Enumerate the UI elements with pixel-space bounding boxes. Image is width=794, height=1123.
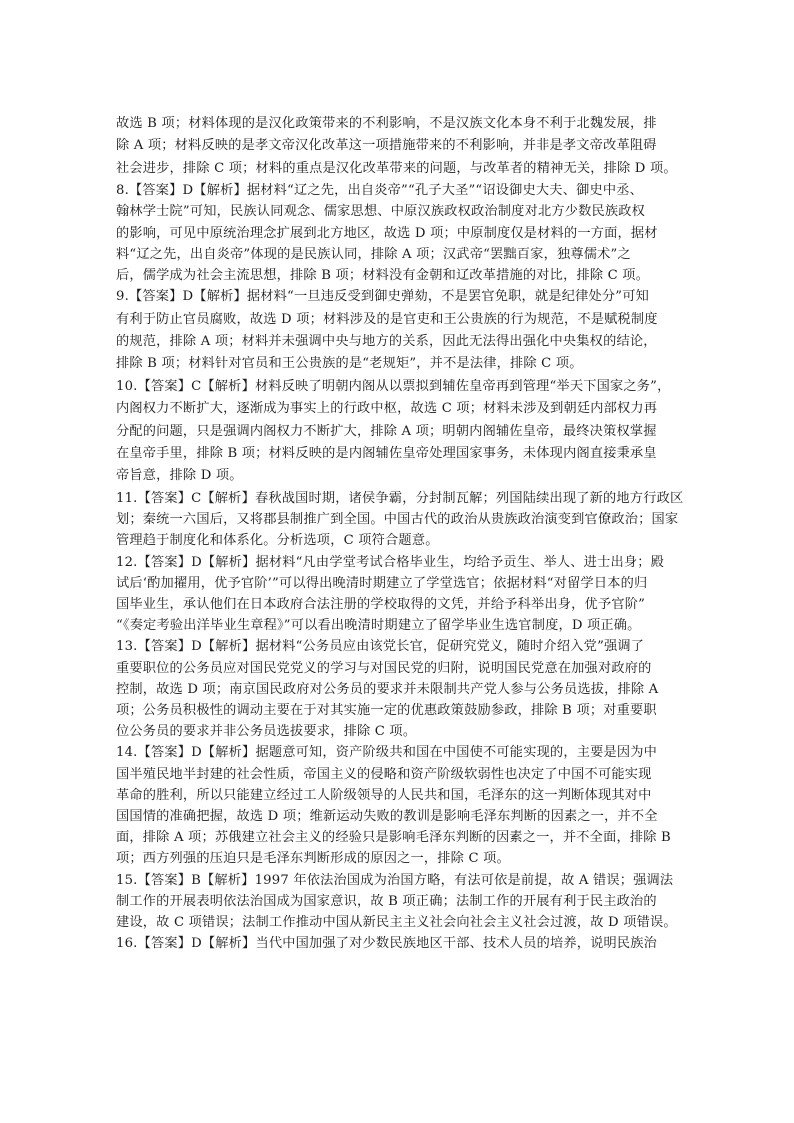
text-line: 13.【答案】D【解析】据材料“公务员应由该党长官，促研究党义，随时介绍入党”强调了 xyxy=(116,639,645,655)
text-line: 位公务员的要求并非公务员选拔要求，排除 C 项。 xyxy=(116,724,417,740)
paragraph-q7-tail xyxy=(116,113,684,180)
paragraph-q12 xyxy=(116,552,684,637)
text-line: 试后‘酌加擢用，优予官阶’”可以得出晚清时期建立了学堂选官；依据材料“对留学日本的归 xyxy=(116,575,648,591)
text-line: 翰林学士院”可知，民族认同观念、儒家思想、中原汉族政权政治制度对北方少数民族政权 xyxy=(116,204,646,220)
text-line: 帝旨意，排除 D 项。 xyxy=(116,468,243,484)
text-line: 料“辽之先，出自炎帝”体现的是民族认同，排除 A 项；汉武帝“罢黜百家，独尊儒术”之 xyxy=(116,246,631,262)
text-line: 建设，故 C 项错误；法制工作推动中国从新民主主义社会向社会主义社会过渡，故 D 项错误。 xyxy=(116,914,677,930)
paragraph-q14 xyxy=(116,742,684,869)
text-line: 后，儒学成为社会主流思想，排除 B 项；材料没有金朝和辽改革措施的对比，排除 C 项。 xyxy=(116,268,650,284)
text-line: 社会进步，排除 C 项；材料的重点是汉化改革带来的问题，与改革者的精神无关，排除 D 项。 xyxy=(116,160,677,176)
text-line: 项；西方列强的压迫只是毛泽东判断形成的原因之一，排除 C 项。 xyxy=(116,851,510,867)
text-line: 划；秦统一六国后，又将郡县制推广到全国。中国古代的政治从贵族政治演变到官僚政治；国家 xyxy=(116,512,679,528)
text-line: 控制，故选 D 项；南京国民政府对公务员的要求并未限制共产党人参与公务员选拔，排除 A xyxy=(116,681,659,697)
text-line: 在皇帝手里，排除 B 项；材料反映的是内阁辅佐皇帝处理国家事务，未体现内阁直接秉承皇 xyxy=(116,446,657,462)
text-line: 项；公务员积极性的调动主要在于对其实施一定的优惠政策鼓励参政，排除 B 项；对重要职 xyxy=(116,702,657,718)
paragraph-q9 xyxy=(116,286,684,376)
text-line: 排除 B 项；材料针对官员和王公贵族的是“老规矩”，并不是法律，排除 C 项。 xyxy=(116,356,583,372)
text-line: 面，排除 A 项；苏俄建立社会主义的经验只是影响毛泽东判断的因素之一，并不全面，排除 B xyxy=(116,830,671,846)
text-line: 国半殖民地半封建的社会性质，帝国主义的侵略和资产阶级软弱性也决定了中国不可能实现 xyxy=(116,766,652,782)
paragraph-q13 xyxy=(116,636,684,742)
text-line: 管理趋于制度化和体系化。分析选项，C 项符合题意。 xyxy=(116,533,439,549)
text-line: 革命的胜利，所以只能建立经过工人阶级领导的人民共和国，毛泽东的这一判断体现其对中 xyxy=(116,787,652,803)
text-line: 故选 B 项；材料体现的是汉化政策带来的不利影响，不是汉族文化本身不利于北魏发展，排 xyxy=(116,116,657,131)
paragraph-q16-head xyxy=(116,933,684,954)
text-line: 除 A 项；材料反映的是孝文帝汉化改革这一项措施带来的不利影响，并非是孝文帝改革阻碍 xyxy=(116,138,657,154)
text-line: 的规范，排除 A 项；材料并未强调中央与地方的关系，因此无法得出强化中央集权的结论， xyxy=(116,334,657,350)
text-line: 重要职位的公务员应对国民党党义的学习与对国民党的归附，说明国民党意在加强对政府的 xyxy=(116,660,652,676)
paragraph-q11 xyxy=(116,488,684,552)
paragraph-q15 xyxy=(116,870,684,934)
text-line: 制工作的开展表明依法治国成为国家意识，故 B 项正确；法制工作的开展有利于民主政治的 xyxy=(116,893,657,909)
text-line: 有利于防止官员腐败，故选 D 项；材料涉及的是官吏和王公贵族的行为规范，不是赋税制度 xyxy=(116,311,658,327)
text-line: 国毕业生，承认他们在日本政府合法注册的学校取得的文凭，并给予科举出身，优予官阶” xyxy=(116,596,646,612)
paragraph-q8 xyxy=(116,180,684,286)
text-line: 的影响，可见中原统治理念扩展到北方地区，故选 D 项；中原制度仅是材料的一方面，据材 xyxy=(116,225,658,241)
text-line: 12.【答案】D【解析】据材料“凡由学堂考试合格毕业生，均给予贡生、举人、进士出身；殿 xyxy=(116,554,665,570)
text-line: 11.【答案】C【解析】春秋战国时期，诸侯争霸，分封制瓦解；列国陆续出现了新的地方行政区 xyxy=(116,490,684,506)
text-line: 16.【答案】D【解析】当代中国加强了对少数民族地区干部、技术人员的培养，说明民族治 xyxy=(116,936,658,952)
text-line: 15.【答案】B【解析】1997 年依法治国成为治国方略，有法可依是前提，故 A 错误；强调法 xyxy=(116,872,674,888)
answer-explanations xyxy=(116,113,684,954)
text-line: 国国情的准确把握，故选 D 项；维新运动失败的教训是影响毛泽东判断的因素之一，并不全 xyxy=(116,808,658,824)
text-line: 10.【答案】C【解析】材料反映了明朝内阁从以票拟到辅佐皇帝再到管理“举天下国家之务”， xyxy=(116,378,671,394)
text-line: 9.【答案】D【解析】据材料“一旦违反受到御史弹劾，不是罢官免职，就是纪律处分”可知 xyxy=(116,289,649,305)
text-line: 内阁权力不断扩大，逐渐成为事实上的行政中枢，故选 C 项；材料未涉及到朝廷内部权力再 xyxy=(116,401,658,417)
text-line: “《奏定考验出洋毕业生章程》”可以看出晚清时期建立了留学毕业生选官制度，D 项正确。 xyxy=(116,618,641,634)
paragraph-q10 xyxy=(116,376,684,488)
text-line: 8.【答案】D【解析】据材料“辽之先，出自炎帝”“孔子大圣”“诏设御史大夫、御史中丞、 xyxy=(116,183,644,199)
text-line: 分配的问题，只是强调内阁权力不断扩大，排除 A 项；明朝内阁辅佐皇帝，最终决策权掌握 xyxy=(116,423,657,439)
text-line: 14.【答案】D【解析】据题意可知，资产阶级共和国在中国使不可能实现的，主要是因为中 xyxy=(116,745,658,761)
